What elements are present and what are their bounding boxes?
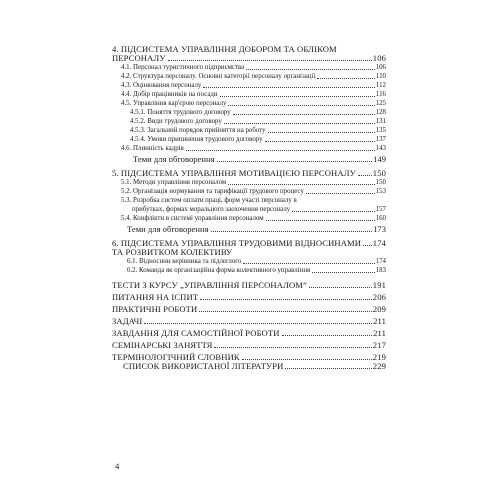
section-6-title-line1: 6. ПІДСИСТЕМА УПРАВЛІННЯ ТРУДОВИМИ ВІДНОСИНАМИ <box>112 238 362 248</box>
toc-item: 5.1. Методи управління персоналом 150 <box>121 179 386 186</box>
page-ref: 106 <box>372 53 386 63</box>
toc-item: 4.4. Добір працівників на посади 116 <box>121 91 386 98</box>
toc-item: Теми для обговорення 173 <box>127 224 386 234</box>
toc-item: 4.5.2. Види трудового договору 131 <box>130 118 386 125</box>
section-4-entry <box>112 54 386 63</box>
toc-top-entry: ТЕРМІНОЛОГІЧНИЙ СЛОВНИК 219 <box>112 352 386 362</box>
toc-item: 4.6. Плинність кадрів 143 <box>121 145 386 152</box>
section-6-title-line2: ТА РОЗВИТКОМ КОЛЕКТИВУ <box>112 247 233 257</box>
toc-item: 5.2. Організація нормування та тарифікації трудового процесу 153 <box>121 188 386 195</box>
toc-item: 4.2. Структура персоналу. Основні категорії персоналу організації 110 <box>121 73 386 80</box>
toc-item: 4.5.4. Умови припинення трудового договору 137 <box>130 136 386 143</box>
toc-top-entry: ТЕСТИ З КУРСУ „УПРАВЛІННЯ ПЕРСОНАЛОМ” 191 <box>112 280 386 290</box>
toc-top-entry: ЗАДАЧІ 211 <box>112 316 386 326</box>
section-4-title-line2: ПЕРСОНАЛУ <box>112 53 166 63</box>
toc-top-entry: ПРАКТИЧНІ РОБОТИ 209 <box>112 304 386 314</box>
toc-item: 6.2. Команда як організаційна форма колективного управління 183 <box>127 267 386 274</box>
page-ref: 150 <box>372 168 386 178</box>
leader-dots <box>168 60 372 61</box>
toc-top-entry: ПИТАННЯ НА ІСПИТ 206 <box>112 292 386 302</box>
section-4-title-line1: 4. ПІДСИСТЕМА УПРАВЛІННЯ ДОБОРОМ ТА ОБЛІКОМ <box>112 44 337 54</box>
page-number: 4 <box>115 461 120 471</box>
page-ref: 174 <box>372 238 386 248</box>
toc-top-entry: ЗАВДАННЯ ДЛЯ САМОСТІЙНОЇ РОБОТИ 211 <box>112 328 386 338</box>
toc-item: 5.4. Конфлікти в системі управління персоналом 160 <box>121 215 386 222</box>
toc-item: 4.3. Оцінювання персоналу 112 <box>121 82 386 89</box>
toc-item: прибутках, формах морального заохочення персоналу 157 <box>132 206 386 213</box>
toc-item: 6.1. Відносини керівника та підлеглого 174 <box>127 258 386 265</box>
toc-top-entry: СЕМІНАРСЬКІ ЗАНЯТТЯ 217 <box>112 340 386 350</box>
section-5-entry <box>112 169 386 178</box>
section-5-title: 5. ПІДСИСТЕМА УПРАВЛІННЯ МОТИВАЦІЄЮ ПЕРСОНАЛУ <box>112 168 356 178</box>
toc-top-entry: СПИСОК ВИКОРИСТАНОЇ ЛІТЕРАТУРИ 229 <box>123 361 386 371</box>
leader-dots <box>358 175 372 176</box>
leader-dots <box>363 245 372 246</box>
toc-item: 4.5.1. Поняття трудового договору 128 <box>130 109 386 116</box>
toc-item: 4.5. Управління кар'єрою персоналу 125 <box>121 100 386 107</box>
toc-item: 4.5.3. Загальний порядок прийняття на роботу 135 <box>130 127 386 134</box>
toc-item: 4.1. Персонал туристичного підприємства 106 <box>121 64 386 71</box>
toc-item-line1: 5.3. Розробка систем оплати праці, форм участі персоналу в <box>121 197 297 204</box>
toc-item: Теми для обговорення 149 <box>133 154 386 164</box>
